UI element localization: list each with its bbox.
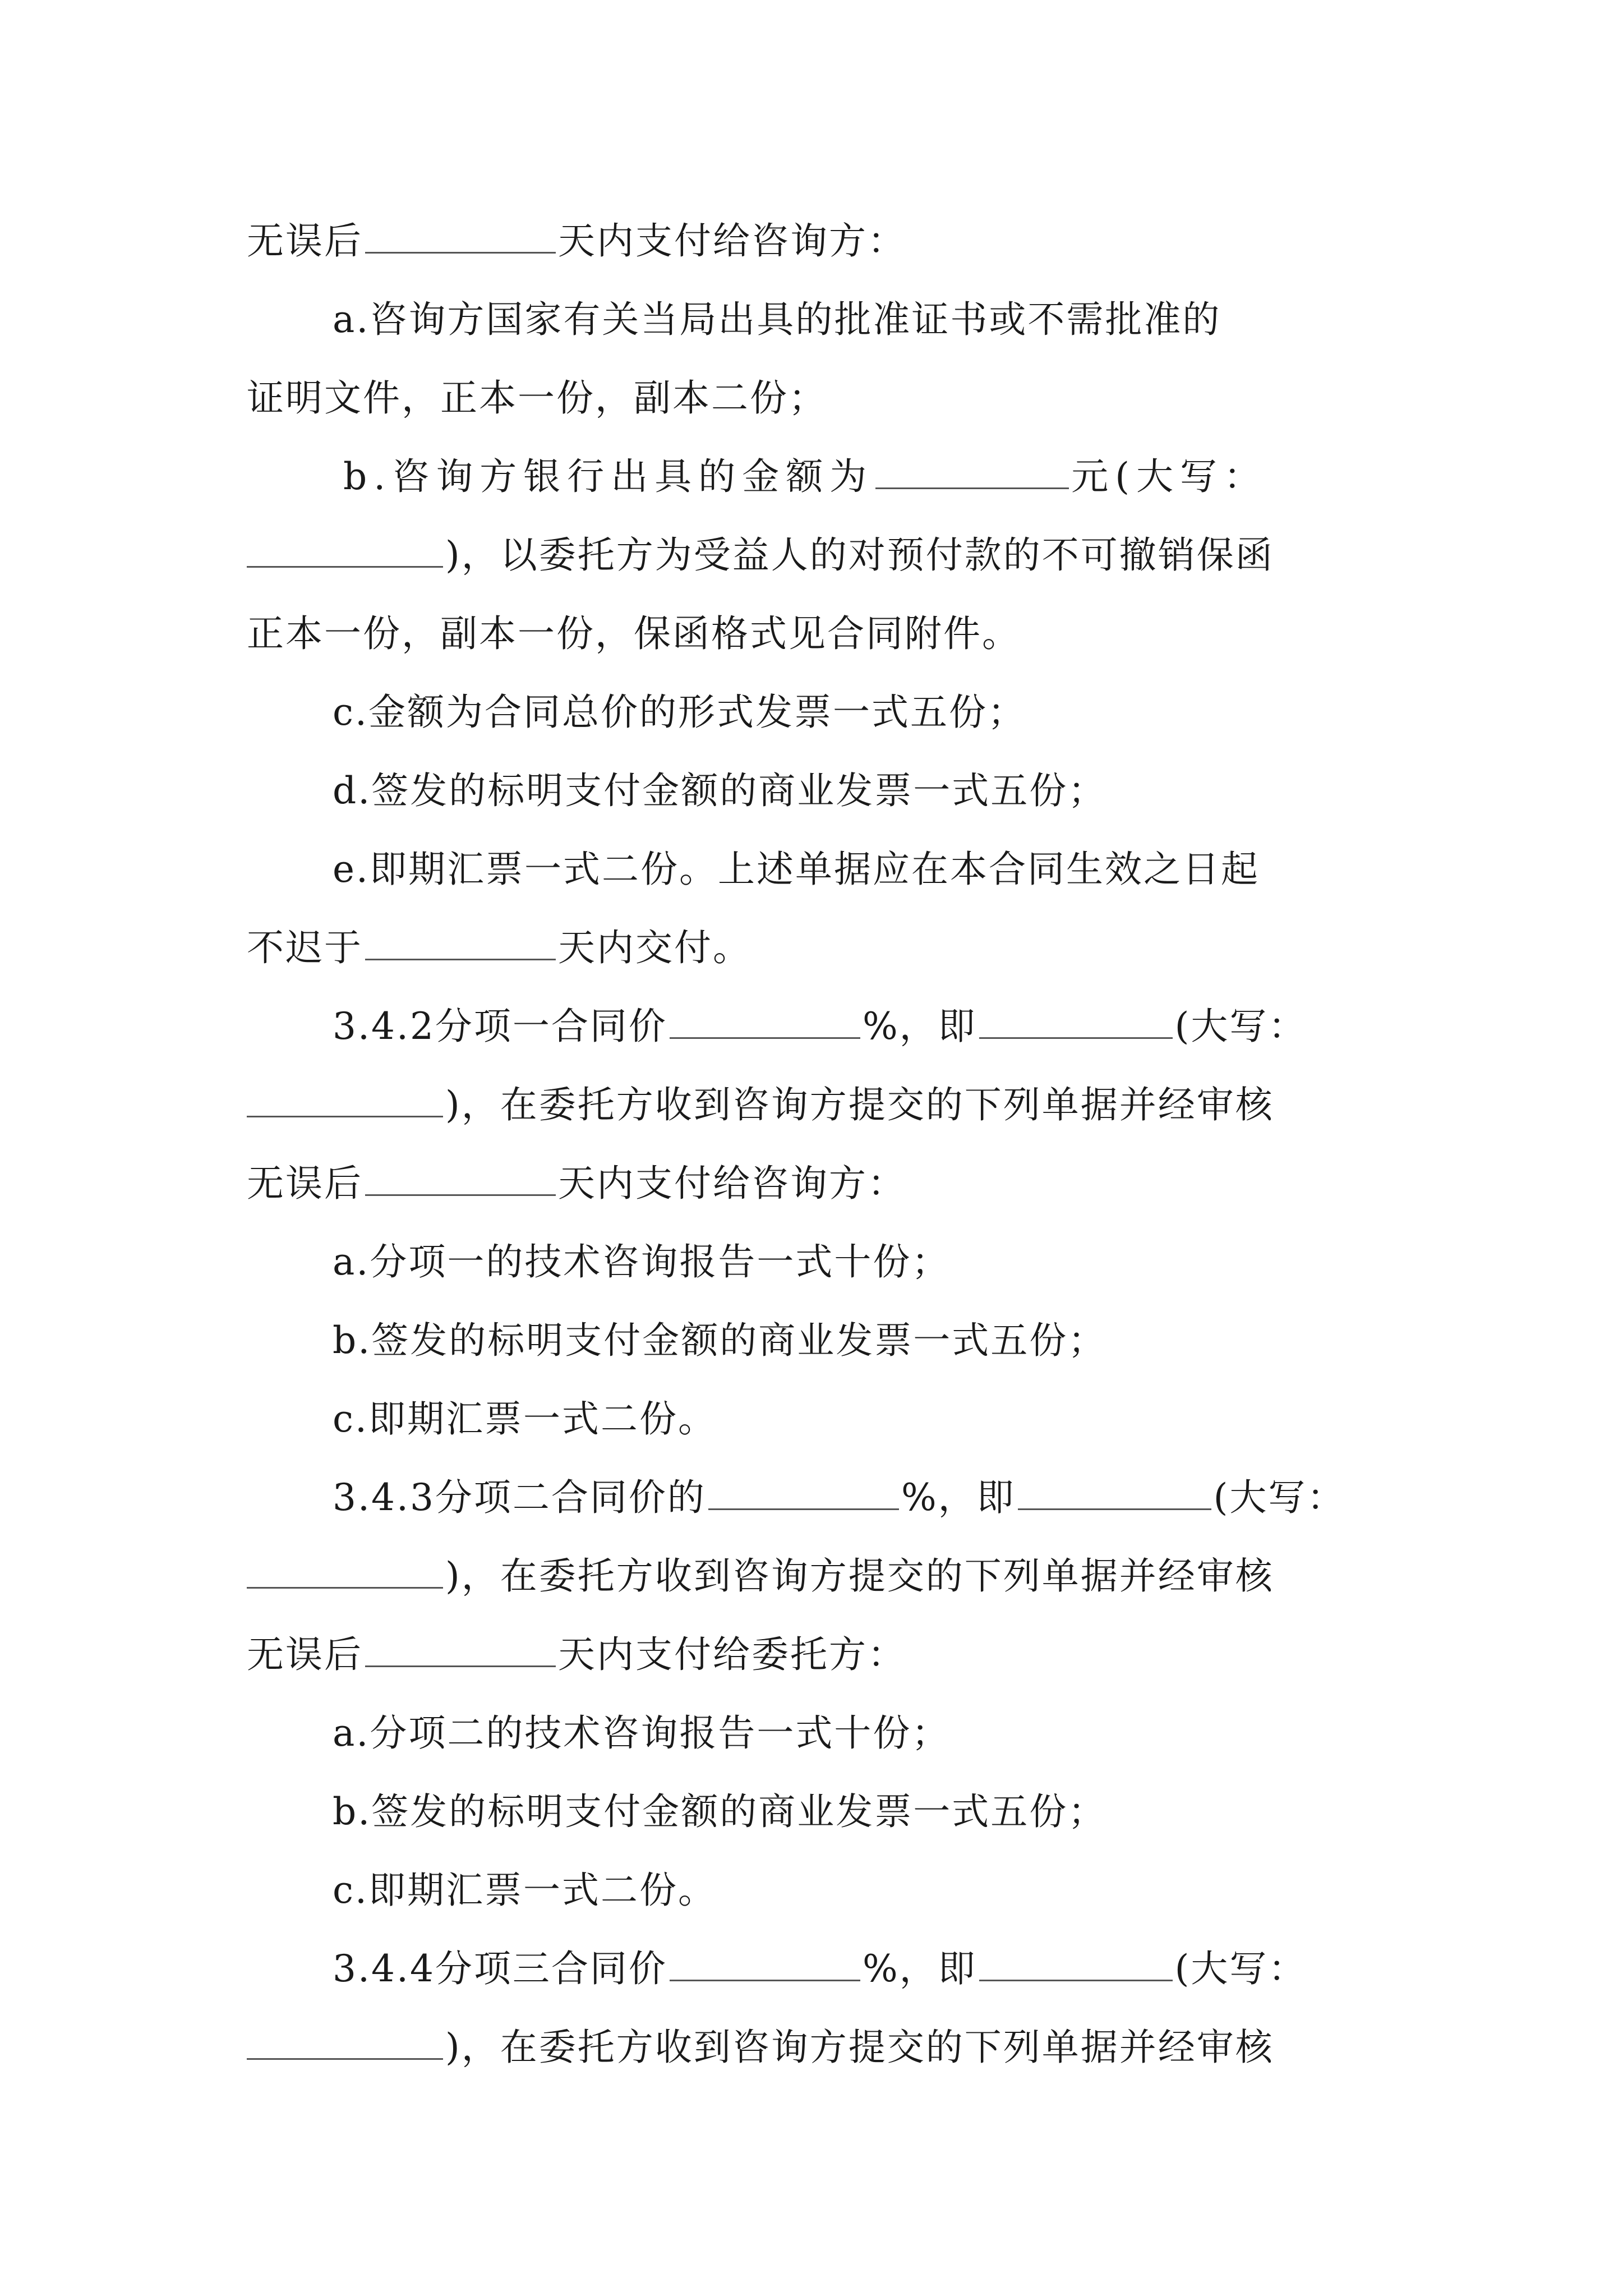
blank-field <box>1018 1476 1211 1510</box>
line-text: 无误后 <box>247 1633 363 1676</box>
text-line <box>333 1315 1106 1366</box>
line-text: c.即期汇票一式二份。 <box>333 1869 717 1912</box>
line-text: (大写： <box>1213 1476 1346 1519</box>
line-text: 3.4.4分项三合同价 <box>333 1947 667 1990</box>
text-line <box>333 1865 717 1916</box>
text-line <box>247 1630 906 1680</box>
line-text: c.即期汇票一式二份。 <box>333 1397 717 1441</box>
blank-field <box>875 455 1069 489</box>
text-line <box>333 844 1260 895</box>
text-line <box>247 923 751 973</box>
line-text: b.签发的标明支付金额的商业发票一式五份； <box>333 1790 1107 1833</box>
text-line <box>333 1001 1307 1052</box>
line-text: d.签发的标明支付金额的商业发票一式五份； <box>333 769 1107 812</box>
line-text: (大写： <box>1174 1005 1307 1048</box>
line-text: )，以委托方为受益人的对预付款的不可撤销保函 <box>445 533 1274 577</box>
blank-field <box>670 1005 860 1039</box>
line-text: 3.4.2分项一合同价 <box>333 1005 667 1048</box>
line-text: b.签发的标明支付金额的商业发票一式五份； <box>333 1319 1107 1362</box>
line-text: 天内支付给咨询方： <box>558 1162 906 1205</box>
line-text: 天内支付给委托方： <box>558 1633 906 1676</box>
line-text: a.分项一的技术咨询报告一式十份； <box>333 1240 951 1283</box>
blank-field <box>247 1083 443 1117</box>
line-text: %，即 <box>862 1947 977 1990</box>
line-text: 无误后 <box>247 1162 363 1205</box>
blank-field <box>247 1554 443 1589</box>
line-text: %，即 <box>901 1476 1016 1519</box>
blank-field <box>708 1476 899 1510</box>
text-line <box>333 1394 717 1444</box>
blank-field <box>979 1005 1173 1039</box>
text-line <box>247 2022 1274 2073</box>
blank-field <box>365 219 556 254</box>
line-text: e.即期汇票一式二份。上述单据应在本合同生效之日起 <box>333 848 1260 891</box>
line-text: 无误后 <box>247 219 363 263</box>
line-text: %，即 <box>862 1005 977 1048</box>
blank-field <box>247 533 443 568</box>
text-line <box>333 1708 950 1759</box>
text-line <box>247 530 1274 581</box>
blank-field <box>365 926 556 960</box>
line-text: a.分项二的技术咨询报告一式十份； <box>333 1711 951 1755</box>
text-line <box>333 1944 1307 1994</box>
line-text: 不迟于 <box>247 926 363 969</box>
line-text: 元(大写： <box>1071 455 1267 498</box>
line-text: b.咨询方银行出具的金额为 <box>343 455 874 498</box>
text-line <box>247 1551 1274 1602</box>
text-line <box>333 295 1221 345</box>
line-text: c.金额为合同总价的形式发票一式五份； <box>333 691 1026 734</box>
blank-field <box>365 1162 556 1196</box>
text-line <box>247 1080 1274 1130</box>
text-line <box>247 1158 906 1209</box>
text-line <box>247 609 1021 659</box>
line-text: 天内交付。 <box>558 926 751 969</box>
blank-field <box>247 2026 443 2060</box>
line-text: 3.4.3分项二合同价的 <box>333 1476 706 1519</box>
text-line <box>333 1473 1345 1523</box>
line-text: )，在委托方收到咨询方提交的下列单据并经审核 <box>445 2026 1274 2069</box>
blank-field <box>979 1947 1173 1981</box>
line-text: 证明文件，正本一份，副本二份； <box>247 376 827 420</box>
text-line <box>333 1237 950 1287</box>
line-text: a.咨询方国家有关当局出具的批准证书或不需批准的 <box>333 298 1221 341</box>
line-text: (大写： <box>1174 1947 1307 1990</box>
line-text: )，在委托方收到咨询方提交的下列单据并经审核 <box>445 1554 1274 1598</box>
text-line <box>333 1787 1106 1837</box>
line-text: 天内支付给咨询方： <box>558 219 906 263</box>
line-text: 正本一份，副本一份，保函格式见合同附件。 <box>247 612 1021 655</box>
text-line <box>333 687 1026 738</box>
text-line <box>343 452 1267 502</box>
line-text: )，在委托方收到咨询方提交的下列单据并经审核 <box>445 1083 1274 1126</box>
blank-field <box>670 1947 860 1981</box>
text-line <box>247 216 906 266</box>
blank-field <box>365 1633 556 1667</box>
text-line <box>333 766 1106 816</box>
text-line <box>247 373 827 424</box>
